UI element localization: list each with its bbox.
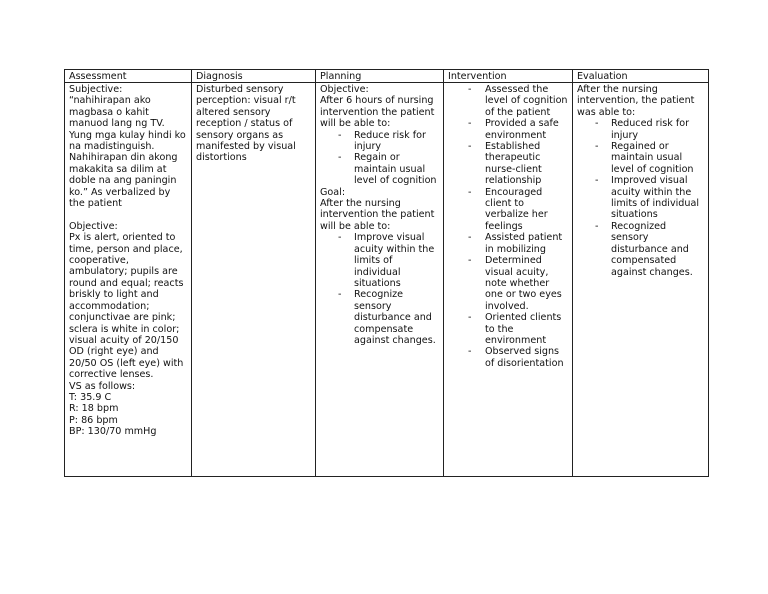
content-row — [65, 83, 709, 477]
header-intervention: Intervention — [444, 70, 573, 83]
subjective-text: “nahihirapan ako magbasa o kahit manuod lang ng TV. Yung mga kulay hindi ko na madistinguish. Nahihirapan din akong makakita sa dilim at doble na ang paningin ko.” As verbalized by the patient — [69, 95, 186, 210]
planning-objective-label: Objective: — [320, 84, 369, 95]
evaluation-intro: After the nursing intervention, the patient was able to: — [577, 84, 695, 118]
header-row — [65, 70, 709, 83]
list-item: - Assessed the level of cognition of the patient — [468, 84, 568, 118]
list-item: - Assisted patient in mobilizing — [468, 232, 563, 255]
intervention-list — [448, 84, 569, 369]
planning-objective-list — [320, 130, 440, 187]
list-item: - Regained or maintain usual level of cognition — [595, 141, 694, 175]
header-planning: Planning — [316, 70, 444, 83]
list-item: - Improve visual acuity within the limits of individual situations — [338, 232, 435, 289]
list-item: - Recognized sensory disturbance and compensated against changes. — [595, 220, 693, 278]
objective-text: Px is alert, oriented to time, person and place, cooperative, ambulatory; pupils are round and equal; reacts briskly to light and accommodation; conjunctivae are pink; sclera is white in color; visual acuity of 20/150 OD (right eye) and 20/50 OS (left eye) with corrective lenses. — [69, 232, 184, 381]
vital-temperature: T: 35.9 C — [69, 391, 112, 403]
list-item: - Regain or maintain usual level of cognition — [338, 152, 437, 187]
vital-pulse: P: 86 bpm — [69, 414, 118, 426]
objective-label: Objective: — [69, 220, 118, 232]
assessment-cell — [65, 83, 192, 477]
header-diagnosis: Diagnosis — [192, 70, 316, 83]
vital-blood-pressure: BP: 130/70 mmHg — [69, 426, 157, 438]
diagnosis-text: Disturbed sensory perception: visual r/t altered sensory reception / status of sensory organs as manifested by visual distortions — [196, 84, 296, 164]
list-item: - Provided a safe environment — [468, 118, 559, 141]
list-item: - Encouraged client to verbalize her feelings — [468, 186, 548, 232]
nursing-care-plan-table — [64, 69, 709, 477]
vital-respiration: R: 18 bpm — [69, 403, 119, 415]
planning-goal-label: Goal: — [320, 186, 346, 198]
planning-goal-list — [320, 232, 440, 346]
list-item: - Improved visual acuity within the limits of individual situations — [595, 175, 700, 221]
planning-objective-intro: After 6 hours of nursing intervention the patient will be able to: — [320, 95, 435, 130]
header-evaluation: Evaluation — [573, 70, 709, 83]
evaluation-list — [577, 118, 705, 278]
diagnosis-cell — [192, 83, 316, 477]
planning-goal-intro: After the nursing intervention the patient will be able to: — [320, 198, 435, 232]
header-assessment: Assessment — [65, 70, 192, 83]
vs-label: VS as follows: — [69, 380, 136, 392]
list-item: - Recognize sensory disturbance and compensate against changes. — [338, 289, 436, 346]
list-item: - Oriented clients to the environment — [468, 312, 562, 346]
list-item: - Reduce risk for injury — [338, 129, 426, 153]
evaluation-cell — [573, 83, 709, 477]
intervention-cell — [444, 83, 573, 477]
list-item: - Reduced risk for injury — [595, 118, 690, 141]
planning-cell — [316, 83, 444, 477]
list-item: - Established therapeutic nurse-client relationship — [468, 141, 542, 187]
list-item: - Determined visual acuity, note whether one or two eyes involved. — [468, 255, 562, 312]
subjective-label: Subjective: — [69, 84, 123, 95]
list-item: - Observed signs of disorientation — [468, 346, 564, 369]
